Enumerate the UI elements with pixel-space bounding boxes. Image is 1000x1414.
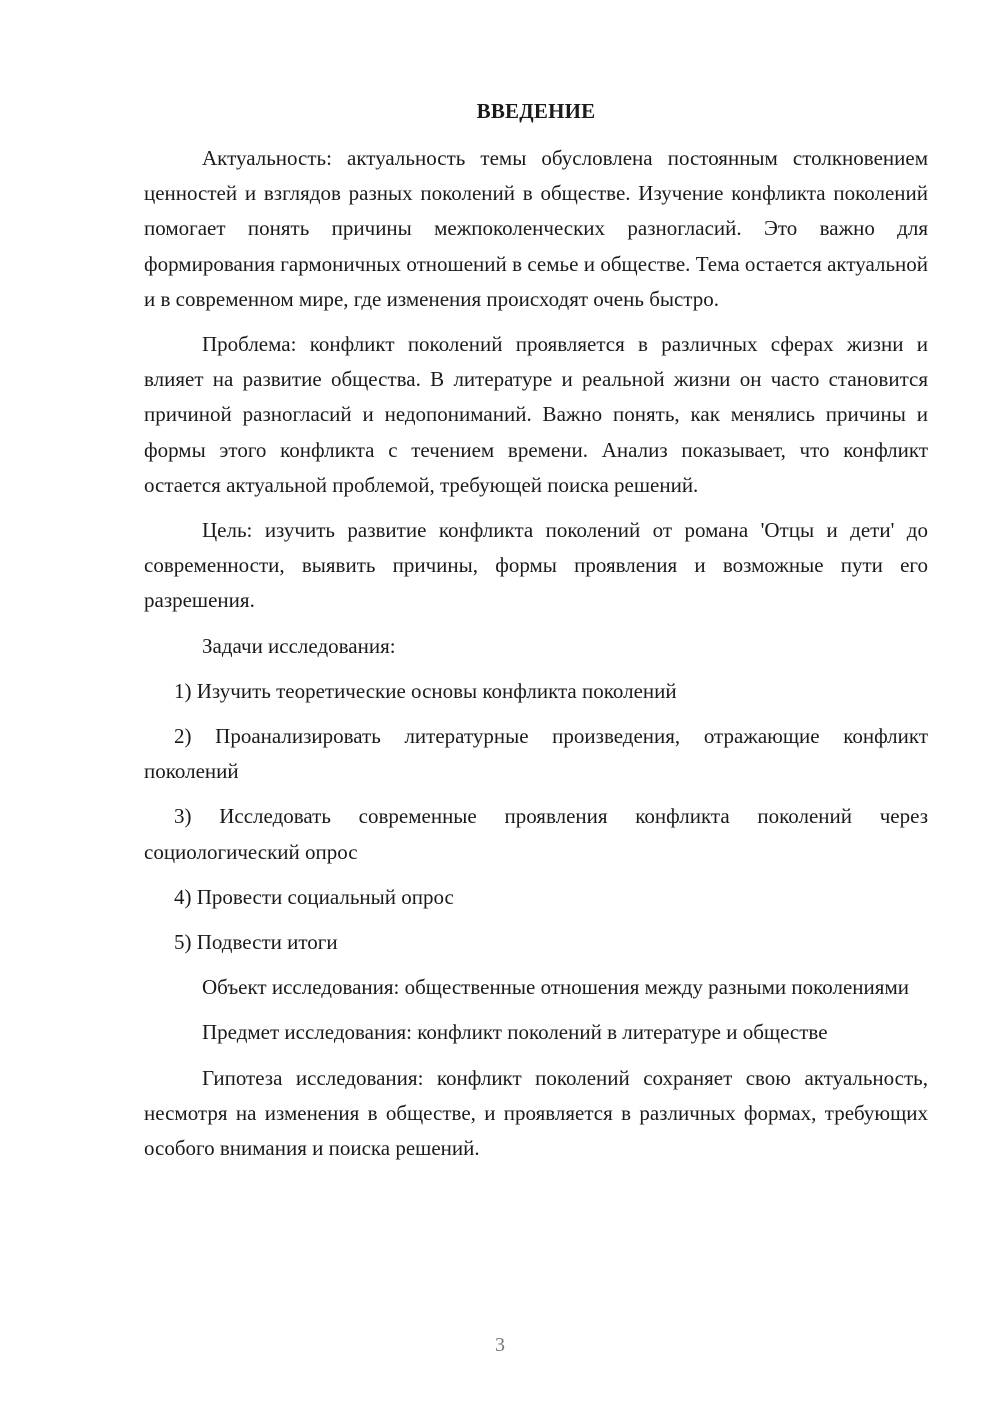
task-item-5: 5) Подвести итоги bbox=[174, 930, 338, 955]
page-content bbox=[144, 94, 928, 1166]
section-title: ВВЕДЕНИЕ bbox=[476, 99, 596, 123]
task-item-2: 2) Проанализировать литературные произведения, отражающие конфликт поколений bbox=[144, 724, 928, 784]
tasks-heading: Задачи исследования: bbox=[202, 633, 396, 658]
task-item-3: 3) Исследовать современные проявления конфликта поколений через социологический опрос bbox=[144, 804, 928, 864]
paragraph-subject: Предмет исследования: конфликт поколений в литературе и обществе bbox=[202, 1020, 828, 1045]
task-item-4: 4) Провести социальный опрос bbox=[174, 884, 454, 909]
paragraph-goal: Цель: изучить развитие конфликта поколений от романа 'Отцы и дети' до современности, выявить причины, формы проявления и возможные пути его разрешения. bbox=[144, 518, 928, 613]
page-number: 3 bbox=[495, 1334, 505, 1356]
paragraph-hypothesis: Гипотеза исследования: конфликт поколений сохраняет свою актуальность, несмотря на изменения в обществе, и проявляется в различных формах, требующих особого внимания и поиска решений. bbox=[144, 1065, 928, 1161]
paragraph-problem: Проблема: конфликт поколений проявляется в различных сферах жизни и влияет на развитие общества. В литературе и реальной жизни он часто становится причиной разногласий и недопониманий. Важно понять, как менялись причины и формы этого конфликта с течением времени. Анализ показывает, что конфликт остается актуальной проблемой, требующей поиска решений. bbox=[144, 332, 928, 497]
paragraph-relevance: Актуальность: актуальность темы обусловлена постоянным столкновением ценностей и взглядов разных поколений в обществе. Изучение конфликта поколений помогает понять причины межпоколенческих разногласий. Это важно для формирования гармоничных отношений в семье и обществе. Тема остается актуальной и в современном мире, где изменения происходят очень быстро. bbox=[144, 146, 928, 311]
paragraph-object: Объект исследования: общественные отношения между разными поколениями bbox=[202, 975, 909, 1000]
task-item-1: 1) Изучить теоретические основы конфликта поколений bbox=[174, 678, 677, 703]
